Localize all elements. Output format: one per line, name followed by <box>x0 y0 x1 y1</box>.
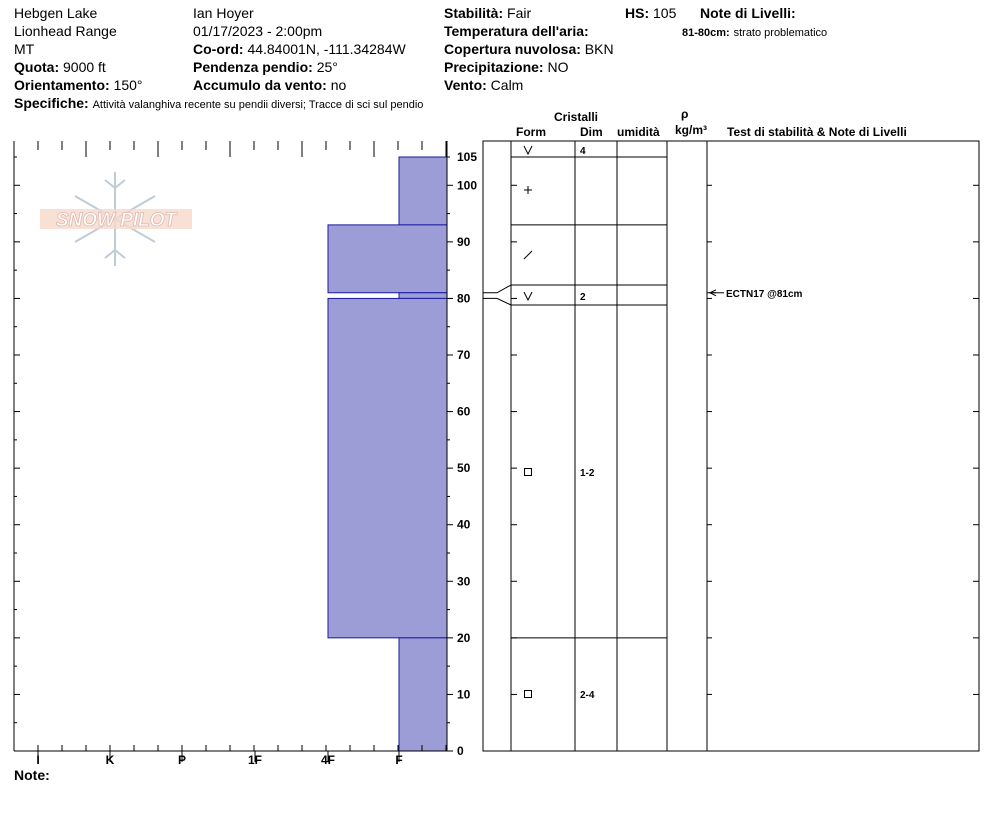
logo-text: SNOW PILOT <box>55 210 177 231</box>
hardness-bar-0 <box>399 157 447 225</box>
depth-label-30: 30 <box>457 574 471 589</box>
notes-label: Note: <box>14 767 50 783</box>
stability-label: Stabilità: <box>444 5 504 21</box>
hardness-bar-2 <box>399 293 447 299</box>
specifics-label: Specifiche: <box>14 95 89 111</box>
layer-notes-label: Note di Livelli: <box>700 5 796 21</box>
layer-note-range: 81-80cm: <box>682 27 730 39</box>
density-symbol: ρ <box>681 107 689 121</box>
form-heading: Form <box>516 125 546 139</box>
datetime: 01/17/2023 - 2:00pm <box>193 23 323 39</box>
wind-loading-label: Accumulo da vento: <box>193 77 327 93</box>
hardness-label-1F: 1F <box>247 753 263 767</box>
form-symbol-square-5 <box>525 691 532 698</box>
depth-label-10: 10 <box>457 687 471 702</box>
location: Hebgen Lake <box>14 5 98 21</box>
connector-81 <box>483 285 511 293</box>
elevation-label: Quota: <box>14 59 60 75</box>
stability-test-label-0: ECTN17 @81cm <box>726 288 803 300</box>
coord-label: Co-ord: <box>193 41 244 57</box>
hardness-label-4F: 4F <box>320 753 336 767</box>
coord-value: 44.84001N, -111.34284W <box>247 41 406 57</box>
aspect-value: 150° <box>113 77 143 93</box>
hardness-bar-3 <box>328 298 447 637</box>
form-symbol-facet-0 <box>524 146 532 154</box>
sky-label: Copertura nuvolosa: <box>444 41 581 57</box>
connector-80 <box>483 298 511 305</box>
slope-value: 25° <box>316 59 338 75</box>
state: MT <box>14 41 35 57</box>
form-symbol-square-4 <box>525 469 532 476</box>
hs-label: HS: <box>625 5 650 21</box>
hardness-bar-1 <box>328 225 447 293</box>
precip-label: Precipitazione: <box>444 59 544 75</box>
crystals-heading: Cristalli <box>554 110 599 124</box>
slope-label: Pendenza pendio: <box>193 59 313 75</box>
wind-value: Calm <box>490 77 524 93</box>
depth-label-50: 50 <box>457 461 471 476</box>
hardness-bar-4 <box>399 638 447 751</box>
density-unit: kg/m³ <box>675 123 708 137</box>
stability-value: Fair <box>507 5 532 21</box>
form-symbol-slash-2 <box>524 251 532 259</box>
depth-label-80: 80 <box>457 291 471 306</box>
grain-size-5: 2-4 <box>580 690 595 701</box>
hardness-label-F: F <box>395 753 403 767</box>
depth-label-70: 70 <box>457 348 471 362</box>
sky-value: BKN <box>584 41 614 57</box>
layer-table-frame <box>483 141 979 751</box>
hardness-label-P: P <box>177 753 187 767</box>
wind-label: Vento: <box>444 77 487 93</box>
size-heading: Dim <box>580 125 603 139</box>
layer-note-text: strato problematico <box>733 27 828 39</box>
depth-label-100: 100 <box>457 178 478 193</box>
specifics-value: Attività valanghiva recente su pendii diversi; Tracce di sci sul pendio <box>92 99 424 111</box>
grain-size-0: 4 <box>580 146 586 157</box>
air-temp-label: Temperatura dell'aria: <box>444 23 589 39</box>
depth-label-90: 90 <box>457 234 471 249</box>
profile-group <box>14 141 979 767</box>
observer: Ian Hoyer <box>193 5 254 21</box>
moisture-heading: umidità <box>617 125 660 139</box>
hs-value: 105 <box>653 5 677 21</box>
grain-size-3: 2 <box>580 292 586 303</box>
hardness-label-I: I <box>36 753 40 767</box>
depth-label-40: 40 <box>457 517 471 532</box>
grain-size-4: 1-2 <box>580 468 595 479</box>
depth-label-20: 20 <box>457 630 471 645</box>
precip-value: NO <box>547 59 569 75</box>
tests-heading: Test di stabilità & Note di Livelli <box>727 125 907 139</box>
snowpilot-logo <box>40 172 192 266</box>
wind-loading-value: no <box>330 77 347 93</box>
depth-label-105: 105 <box>457 150 478 164</box>
range: Lionhead Range <box>14 23 117 39</box>
aspect-label: Orientamento: <box>14 77 110 93</box>
form-symbol-facet-3 <box>524 292 532 300</box>
elevation-value: 9000 ft <box>63 59 106 75</box>
depth-label-0: 0 <box>457 744 464 758</box>
depth-label-60: 60 <box>457 404 471 419</box>
hardness-label-K: K <box>105 753 115 767</box>
